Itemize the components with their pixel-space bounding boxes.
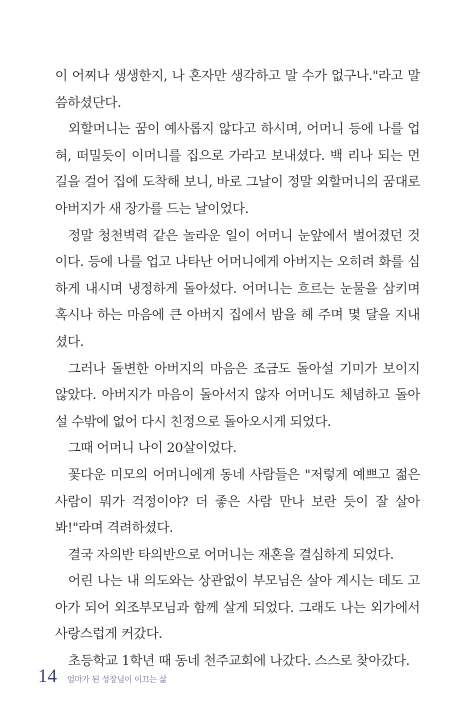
paragraph-9: 초등학교 1학년 때 동네 천주교회에 나갔다. 스스로 찾아갔다. xyxy=(68,654,410,670)
paragraph-5: 그때 어머니 나이 20살이었다. xyxy=(68,441,237,457)
page-number: 14 xyxy=(38,666,57,687)
paragraph-3: 정말 청천벽력 같은 놀라운 일이 어머니 눈앞에서 벌어졌던 것이다. 등에 나를 업고 나타난 어머니에게 아버지는 오히려 화를 심하게 내시며 냉정하게 돌아섰다. 어머니는 흐르는 눈물을 삼키며 혹시나 하는 마음에 큰 아버지 집에서 밤을 헤 주며 몇 달을 지내셨다. xyxy=(55,228,420,350)
paragraph-4: 그러나 돌변한 아버지의 마음은 조금도 돌아설 기미가 보이지 않았다. 아버지가 마음이 돌아서지 않자 어머니도 체념하고 돌아설 수밖에 없어 다시 친정으로 돌아오시게 되었다. xyxy=(55,361,420,430)
paragraph-7: 결국 자의반 타의반으로 어머니는 재혼을 결심하게 되었다. xyxy=(68,547,394,563)
paragraph-1: 이 어찌나 생생한지, 나 혼자만 생각하고 말 수가 없구나."라고 말씀하셨단다. xyxy=(55,69,420,111)
body-text xyxy=(55,64,420,676)
paragraph-6: 꽃다운 미모의 어머니에게 동네 사람들은 "저렇게 예쁘고 젊은 사람이 뭐가 걱정이야? 더 좋은 사람 만나 보란 듯이 잘 살아 봐!"라며 격려하셨다. xyxy=(55,467,420,537)
paragraph-2: 외할머니는 꿈이 예사롭지 않다고 하시며, 어머니 등에 나를 업혀, 떠밀듯이 이머니를 집으로 가라고 보내셨다. 백 리나 되는 먼 길을 걸어 집에 도착해 보니, 바로 그날이 정말 외할머니의 꿈대로 아버지가 새 장가를 드는 날이었다. xyxy=(55,122,420,217)
paragraph-8: 어린 나는 내 의도와는 상관없이 부모님은 살아 계시는 데도 고아가 되어 외조부모님과 함께 살게 되었다. 그래도 나는 외가에서 사랑스럽게 커갔다. xyxy=(55,574,420,643)
page-footer xyxy=(38,666,167,694)
running-title: 엄마가 된 성장님이 이끄는 삶 xyxy=(67,675,167,684)
